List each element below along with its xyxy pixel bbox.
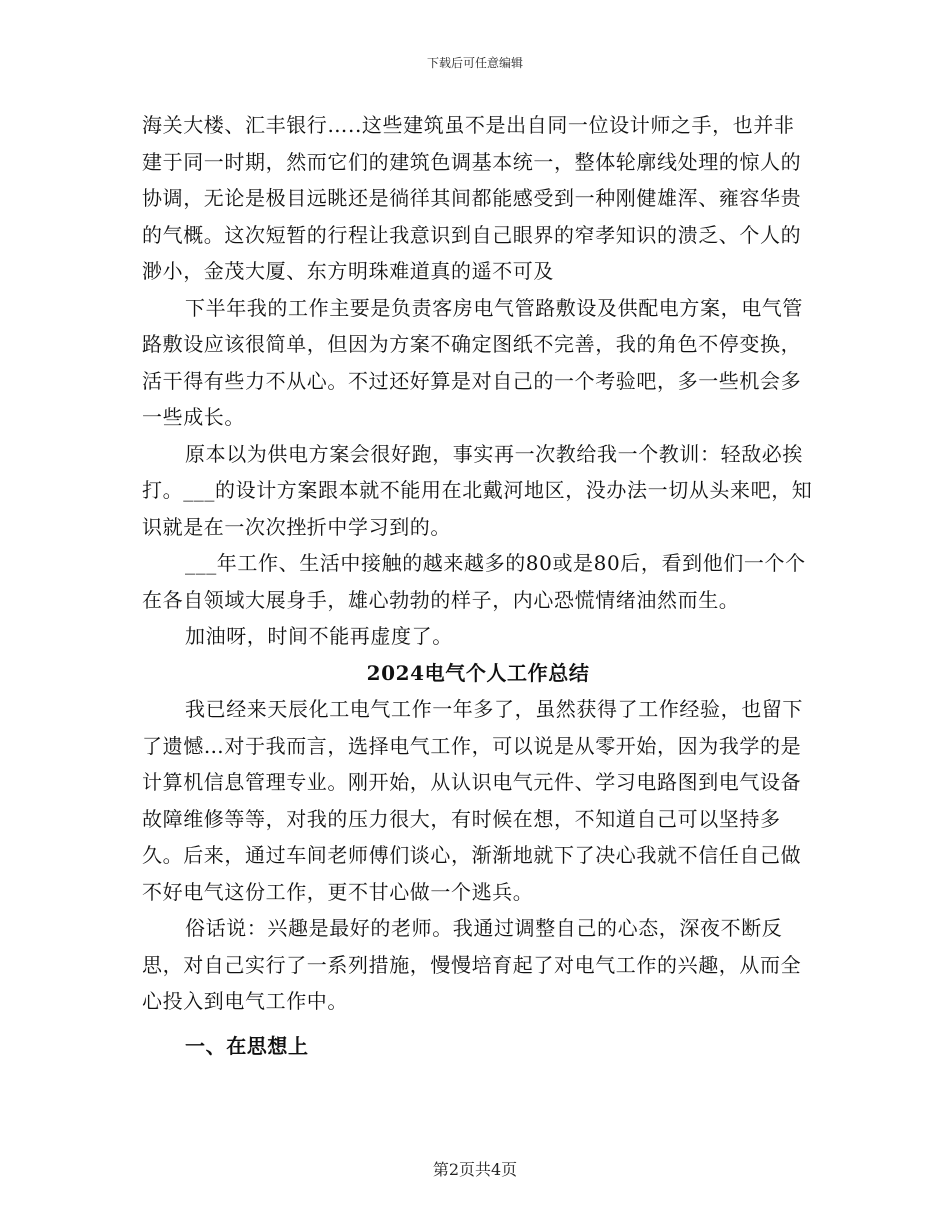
page-header: 下载后可任意编辑 xyxy=(426,56,523,70)
paragraph-peers: ___年工作、生活中接触的越来越多的80或是80后，看到他们一个个在各自领域大展身手，雄心勃勃的样子，内心恐慌情绪油然而生。 xyxy=(142,551,806,612)
paragraph-power-plan: 原本以为供电方案会很好跑，事实再一次教给我一个教训：轻敌必挨打。___的设计方案跟本就不能用在北戴河地区，没办法一切从头来吧，知识就是在一次次挫折中学习到的。 xyxy=(142,441,813,539)
paragraph-continuation: 海关大楼、汇丰银行…..这些建筑虽不是出自同一位设计师之手，也并非建于同一时期，然而它们的建筑色调基本统一，整体轮廓线处理的惊人的协调，无论是极目远眺还是徜徉其间都能感受到一种刚健雄浑、雍容华贵的气概。这次短暂的行程让我意识到自己眼界的窄孝知识的溃乏、个人的渺小，金茂大厦、东方明珠难道真的遥不可及 xyxy=(142,113,802,283)
page-footer: 第2页共4页 xyxy=(432,1160,518,1179)
paragraph-encouragement: 加油呀，时间不能再虚度了。 xyxy=(185,624,453,648)
paragraph-second-half-work: 下半年我的工作主要是负责客房电气管路敷设及供配电方案，电气管路敷设应该很简单，但因为方案不确定图纸不完善，我的角色不停变换，活干得有些力不从心。不过还好算是对自己的一个考验吧，多一些机会多一些成长。 xyxy=(142,295,803,429)
paragraph-intro: 我已经来天辰化工电气工作一年多了，虽然获得了工作经验，也留下了遗憾…对于我而言，选择电气工作，可以说是从零开始，因为我学的是计算机信息管理专业。刚开始，从认识电气元件、学习电路图到电气设备故障维修等等，对我的压力很大，有时候在想，不知道自己可以坚持多久。后来，通过车间老师傅们谈心，渐渐地就下了决心我就不信任自己做不好电气这份工作，更不甘心做一个逃兵。 xyxy=(142,697,803,904)
document-body xyxy=(142,107,814,1064)
section-heading-thought: 一、在思想上 xyxy=(185,1033,309,1058)
document-title: 2024电气个人工作总结 xyxy=(366,660,590,685)
paragraph-interest: 俗话说：兴趣是最好的老师。我通过调整自己的心态，深夜不断反思，对自己实行了一系列措施，慢慢培育起了对电气工作的兴趣，从而全心投入到电气工作中。 xyxy=(142,916,802,1013)
